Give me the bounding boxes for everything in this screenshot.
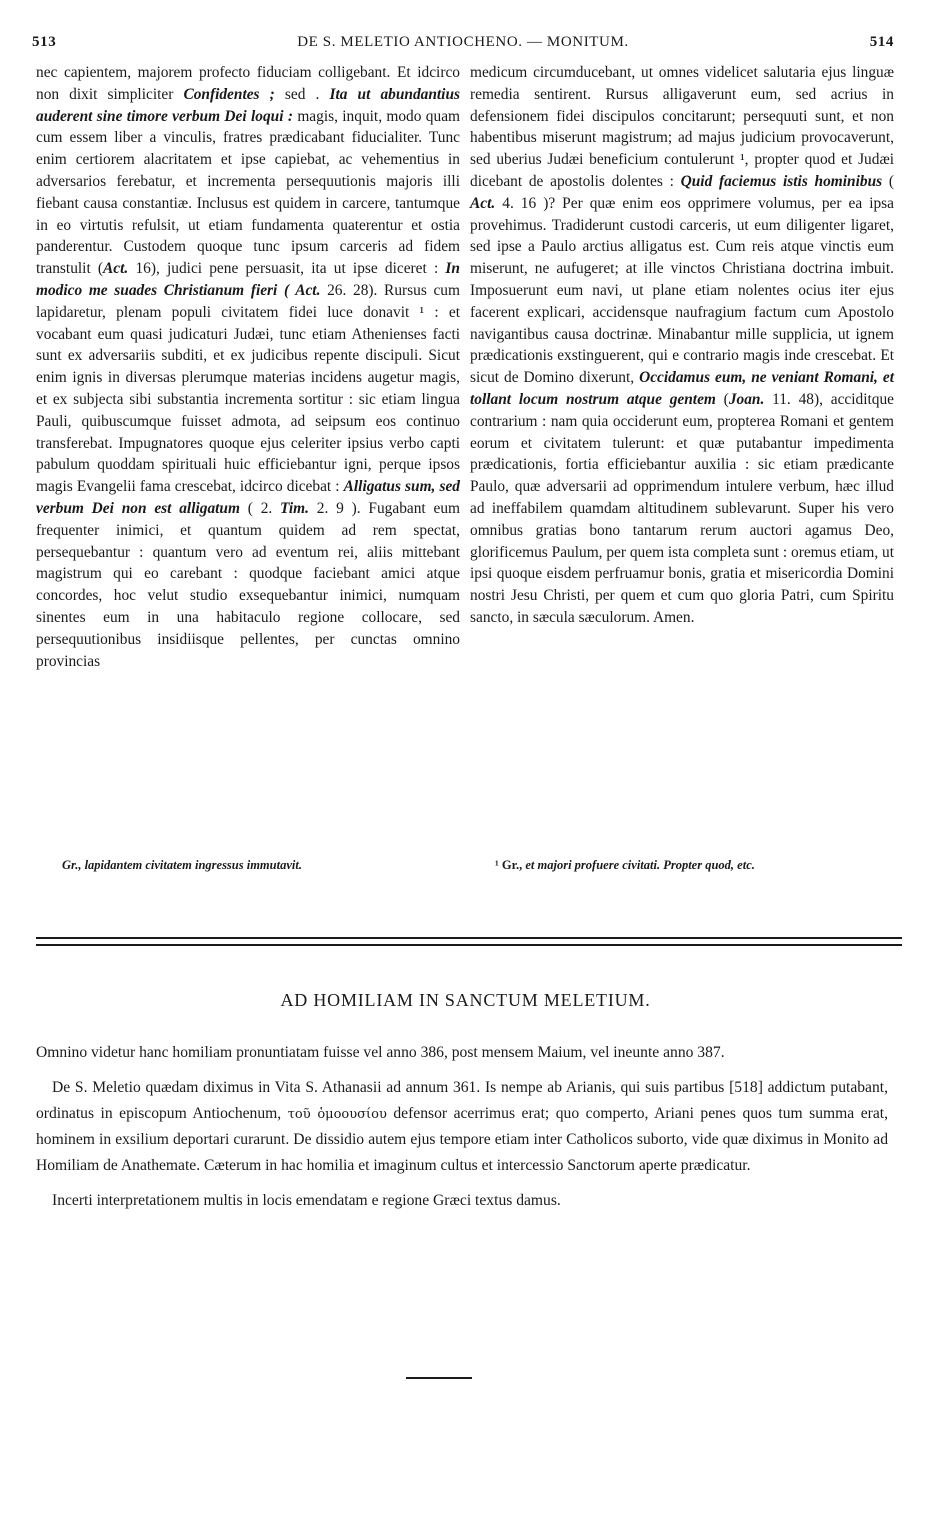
italic-reference: Tim. — [280, 499, 309, 517]
page-number-left: 513 — [32, 34, 57, 50]
footnote-marker: ¹ Gr., — [495, 858, 526, 872]
text-run: ( — [715, 390, 729, 408]
paragraph-date: Omnino videtur hanc homiliam pronuntiatam fuisse vel anno 386, post mensem Maium, vel ineunte anno 387. — [36, 1044, 725, 1061]
text-run: medicum circumducebant, ut omnes videlicet salutaria ejus linguæ remedia sentirent. Rursus alligaverunt eum, sed acrius in defensionem fidei discipulos concitarunt; persequuti sunt, et non habentibus miserunt magistrum; ad majus judicium provocaverunt, sed uberius Judæi beneficium contulerunt ¹, propter quod et Judæi dicebant de apostolis dolentes : — [470, 64, 894, 190]
italic-quote: Quid faciemus istis hominibus — [680, 172, 883, 190]
italic-reference: Act. — [103, 260, 129, 278]
text-run: De S. Meletio quædam diximus in Vita S. Athanasii ad annum 361. Is nempe ab Arianis, qui suis partibus [518] addictum putabant, ordinatus in episcopum Antiochenum, — [36, 1078, 888, 1122]
text-run: ( — [882, 172, 894, 190]
paragraph-translation-note: Incerti interpretationem multis in locis emendatam e regione Græci textus damus. — [52, 1191, 561, 1209]
text-run: ( 2. — [239, 499, 281, 517]
footnote-right — [495, 858, 755, 873]
running-title: DE S. MELETIO ANTIOCHENO. — MONITUM. — [297, 34, 629, 50]
running-header — [30, 30, 896, 54]
footnote-right-text: et majori profuere civitati. Propter quod, etc. — [525, 858, 755, 872]
section-divider-thin — [36, 944, 902, 946]
italic-quote: Ita ut abundantius auderent sine timore verbum Dei loqui : — [36, 85, 461, 125]
text-run: magis, inquit, modo quam cum essem liber a vinculis, fratres prædicabant fiducialiter. Tunc enim certiorem alacritatem et ipse capiebat, ac vehementius in adversarios ferebatur, et incrementa persequutionis majoris illi fiebant causa constantiæ. Inclusus est quidem in carcere, tantumque in eo virtutis refulsit, ut etiam fundamenta quaterentur et ostia panderentur. Custodem quoque tunc ipsum carceris ad fidem transtulit ( — [36, 107, 460, 278]
text-run: 16), judici pene persuasit, ita ut ipse diceret : — [128, 260, 446, 278]
italic-reference: Act. — [470, 194, 496, 212]
italic-run: Confidentes ; — [183, 85, 275, 103]
italic-quote: Occidamus eum, ne veniant Romani, et tollant locum nostrum atque gentem — [470, 369, 894, 408]
section-title: AD HOMILIAM IN SANCTUM MELETIUM. — [280, 990, 651, 1010]
text-run: 4. 16 )? Per quæ enim eos opprimere volumus, per ea ipsa provehimus. Tradiderunt custodi carceris, ut eum diligenter ligaret, sed ipse a Paulo arctius alligatus est. Cum reis atque vinctis eum miserunt, ne aufugeret; at ille vinctos Christiana doctrina imbuit. Imposuerunt eum navi, ut plane etiam nolentes ocius iter ejus facerent explicari, accidensque naufragium factum cum Apostolo navigantibus causa doctrinæ. Minabantur mille supplicia, ut ignem prædicationis exstinguerent, qui e contrario magis inde crescebat. Et sicut de Domino dixerunt, — [470, 194, 894, 387]
left-column-text — [36, 62, 460, 672]
text-run: 2. 9 ). Fugabant eum frequenter inimici, et quantum quidem ad rem spectat, persequebantur : quantum vero ad eventum rei, aliis mittebant magistrum qui eo carebant : quodque faciebant amici atque concordes, hoc velut studio exsequebantur inimici, numquam sinentes eum in una habitaculo regione collocare, sed persequutionibus insidiisque pellentes, per cunctas omnino provincias — [36, 499, 460, 670]
text-run: 26. 28). Rursus cum lapidaretur, plenam populi civitatem fidei luce donavit ¹ : et vocabant eum quasi judicaturi Judæi, tunc etiam Athenienses facti sunt ex adversariis subditi, et ex judicibus repente discipuli. Sicut enim ignis in diversas plerumque materias incidens augetur magis, et ex subjecta sibi substantia incrementa sortitur : sic etiam lingua Pauli, quibuscumque fuisset admota, ad seipsum eos continuo transferebat. Impugnatores quoque ejus celeriter ipsius verbo capti pabulum quoddam spirituali huic efficiebantur igni, perque ipsos magis Evangelii fama crescebat, idcirco dicebat : — [36, 281, 460, 496]
greek-phrase: τοῦ ὁμοουσίου — [287, 1106, 387, 1122]
page-number-right: 514 — [869, 34, 894, 50]
text-run: 11. 48), acciditque contrarium : nam quia occiderunt eum, propterea Romani et gentem eorum et civitatem tulerunt: et quæ putabantur impedimenta prædicationis, fortia efficiebantur auxilia : sic etiam prædicante Paulo, quæ adversarii ad opprimendum intulere verbum, hæc illud ad ineffabilem quamdam altitudinem sublevarunt. Super his vero omnibus gratias bono tantarum rerum auctori agamus Deo, glorificemus Paulum, per quem ista completa sunt : oremus etiam, ut ipsi quoque eisdem perfruamur bonis, gratia et misericordia Domini nostri Jesu Christi, per quem et cum quo gloria Patri, cum Spiritu sancto, in sæcula sæculorum. Amen. — [470, 390, 895, 626]
end-ornament-rule — [406, 1377, 472, 1379]
italic-quote: Alligatus sum, sed verbum Dei non est alligatum — [36, 478, 461, 517]
text-run: nec capientem, majorem profecto fiduciam colligebant. Et idcirco non dixit simpliciter — [36, 64, 460, 103]
footnote-left: Gr., lapidantem civitatem ingressus immutavit. — [62, 858, 302, 872]
italic-quote: In modico me suades Christianum fieri ( Act. — [36, 260, 460, 299]
text-run: sed . — [274, 85, 330, 103]
section-divider-thick — [36, 937, 902, 939]
right-column — [470, 62, 894, 629]
text-run: defensor acerrimus erat; quo comperto, Ariani penes quos tum summa erat, hominem in exsilium deportari curarunt. De dissidio autem ejus tempore etiam inter Catholicos suborto, vide quæ diximus in Monito ad Homiliam de Anathemate. Cæterum in hac homilia et imaginum cultus et intercessio Sanctorum aperte prædicatur. — [36, 1104, 888, 1175]
left-column — [36, 62, 460, 672]
italic-reference: Joan. — [728, 390, 765, 408]
section-body — [36, 1040, 888, 1223]
right-column-text — [470, 62, 894, 629]
paragraph-meletius — [36, 1075, 888, 1179]
